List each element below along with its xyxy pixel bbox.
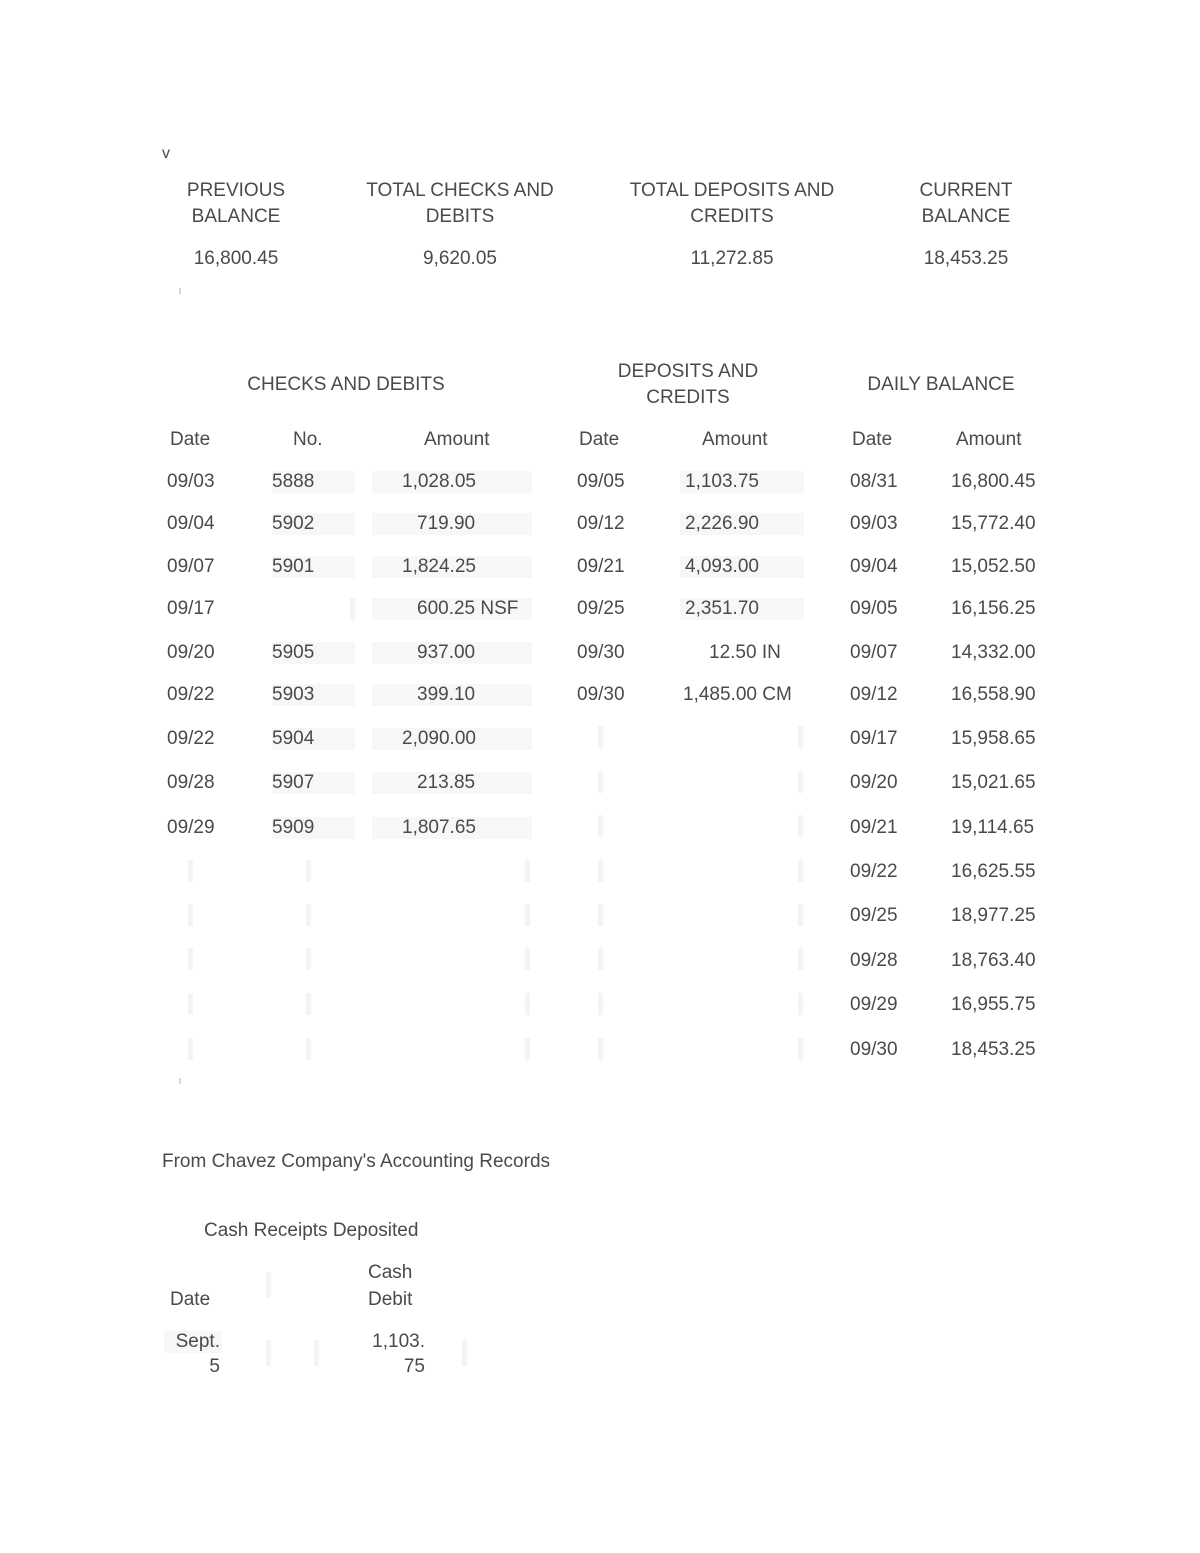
deposit-amount: 2,226.90 (680, 513, 804, 535)
balance-date: 09/28 (850, 950, 898, 971)
check-date: 09/20 (167, 642, 215, 663)
check-number: 5902 (272, 513, 355, 535)
col-header-balance-date: Date (852, 429, 893, 450)
check-date: 09/29 (167, 817, 215, 838)
check-date: 09/04 (167, 513, 215, 534)
balance-amount: 16,558.90 (951, 684, 1036, 705)
balance-amount: 19,114.65 (951, 817, 1035, 838)
divider-mark (179, 1078, 181, 1084)
deposit-date: 09/30 (577, 642, 625, 663)
empty-cell (350, 598, 355, 620)
records-col-date: Date (170, 1289, 211, 1310)
check-amount: 1,807.65 (372, 817, 532, 839)
deposit-date: 09/21 (577, 556, 625, 577)
balance-amount: 18,453.25 (951, 1039, 1036, 1060)
check-amount: 399.10 (372, 684, 532, 706)
check-number: 5907 (272, 772, 355, 794)
deposit-amount: 1,103.75 (680, 471, 804, 493)
check-amount: 937.00 (372, 642, 532, 664)
col-header-check-amount: Amount (424, 429, 490, 450)
balance-amount: 16,625.55 (951, 861, 1036, 882)
records-row-cash-line1: 1,103. (372, 1331, 425, 1352)
check-amount: 600.25 NSF (372, 598, 532, 620)
balance-date: 09/04 (850, 556, 898, 577)
records-col-cash-line1: Cash (368, 1262, 413, 1283)
check-number: 5905 (272, 642, 355, 664)
summary-header-total-deposits: TOTAL DEPOSITS AND CREDITS (629, 180, 835, 227)
records-heading: From Chavez Company's Accounting Records (162, 1151, 551, 1172)
check-date: 09/22 (167, 684, 215, 705)
check-number: 5888 (272, 471, 355, 493)
balance-amount: 14,332.00 (951, 642, 1036, 663)
summary-header-total-checks: TOTAL CHECKS AND DEBITS (366, 180, 554, 227)
section-daily-balance: DAILY BALANCE (867, 374, 1015, 395)
check-date: 09/28 (167, 772, 215, 793)
divider-mark (179, 288, 181, 294)
balance-date: 09/07 (850, 642, 898, 663)
records-row-date-line2: 5 (209, 1356, 220, 1377)
deposit-amount: 4,093.00 (680, 556, 804, 578)
section-deposits-and-credits: DEPOSITS AND CREDITS (617, 361, 759, 408)
deposit-amount: 12.50 IN (709, 642, 781, 663)
balance-amount: 15,772.40 (951, 513, 1036, 534)
records-subheading: Cash Receipts Deposited (204, 1220, 419, 1241)
balance-amount: 16,955.75 (951, 994, 1036, 1015)
check-number: 5903 (272, 684, 355, 706)
check-amount: 2,090.00 (372, 728, 532, 750)
col-header-check-no: No. (293, 429, 323, 450)
balance-date: 09/21 (850, 817, 898, 838)
summary-value-previous-balance: 16,800.45 (193, 248, 279, 269)
balance-amount: 18,763.40 (951, 950, 1036, 971)
balance-date: 09/03 (850, 513, 898, 534)
empty-cell (462, 1340, 467, 1366)
balance-amount: 15,052.50 (951, 556, 1036, 577)
balance-amount: 15,958.65 (951, 728, 1036, 749)
balance-amount: 15,021.65 (951, 772, 1036, 793)
section-checks-and-debits: CHECKS AND DEBITS (247, 374, 445, 395)
empty-cell (266, 1340, 271, 1366)
empty-cell (266, 1272, 271, 1298)
deposit-date: 09/30 (577, 684, 625, 705)
deposit-amount: 2,351.70 (680, 598, 804, 620)
balance-amount: 18,977.25 (951, 905, 1036, 926)
empty-cell (314, 1340, 319, 1366)
summary-value-current-balance: 18,453.25 (923, 248, 1009, 269)
col-header-deposit-date: Date (579, 429, 620, 450)
balance-date: 09/30 (850, 1039, 898, 1060)
check-amount: 1,824.25 (372, 556, 532, 578)
summary-header-previous-balance: PREVIOUS BALANCE (186, 180, 286, 227)
balance-date: 09/17 (850, 728, 898, 749)
check-number: 5904 (272, 728, 355, 750)
deposit-date: 09/05 (577, 471, 625, 492)
col-header-check-date: Date (170, 429, 211, 450)
balance-amount: 16,800.45 (951, 471, 1036, 492)
deposit-date: 09/25 (577, 598, 625, 619)
balance-date: 08/31 (850, 471, 898, 492)
deposit-date: 09/12 (577, 513, 625, 534)
check-date: 09/07 (167, 556, 215, 577)
records-col-cash-line2: Debit (368, 1289, 413, 1310)
check-number: 5909 (272, 817, 355, 839)
balance-date: 09/05 (850, 598, 898, 619)
balance-amount: 16,156.25 (951, 598, 1036, 619)
summary-value-total-deposits: 11,272.85 (690, 248, 774, 269)
balance-date: 09/20 (850, 772, 898, 793)
check-date: 09/22 (167, 728, 215, 749)
check-amount: 719.90 (372, 513, 532, 535)
balance-date: 09/25 (850, 905, 898, 926)
balance-date: 09/22 (850, 861, 898, 882)
check-number: 5901 (272, 556, 355, 578)
deposit-amount: 1,485.00 CM (683, 684, 792, 705)
col-header-balance-amount: Amount (956, 429, 1022, 450)
summary-header-current-balance: CURRENT BALANCE (919, 180, 1013, 227)
balance-date: 09/29 (850, 994, 898, 1015)
records-row-cash-line2: 75 (403, 1356, 425, 1377)
check-amount: 213.85 (372, 772, 532, 794)
summary-value-total-checks: 9,620.05 (423, 248, 497, 269)
top-mark: v (162, 145, 170, 162)
balance-date: 09/12 (850, 684, 898, 705)
check-date: 09/03 (167, 471, 215, 492)
check-amount: 1,028.05 (372, 471, 532, 493)
records-row-date-line1: Sept. (164, 1331, 222, 1353)
check-date: 09/17 (167, 598, 215, 619)
col-header-deposit-amount: Amount (702, 429, 768, 450)
